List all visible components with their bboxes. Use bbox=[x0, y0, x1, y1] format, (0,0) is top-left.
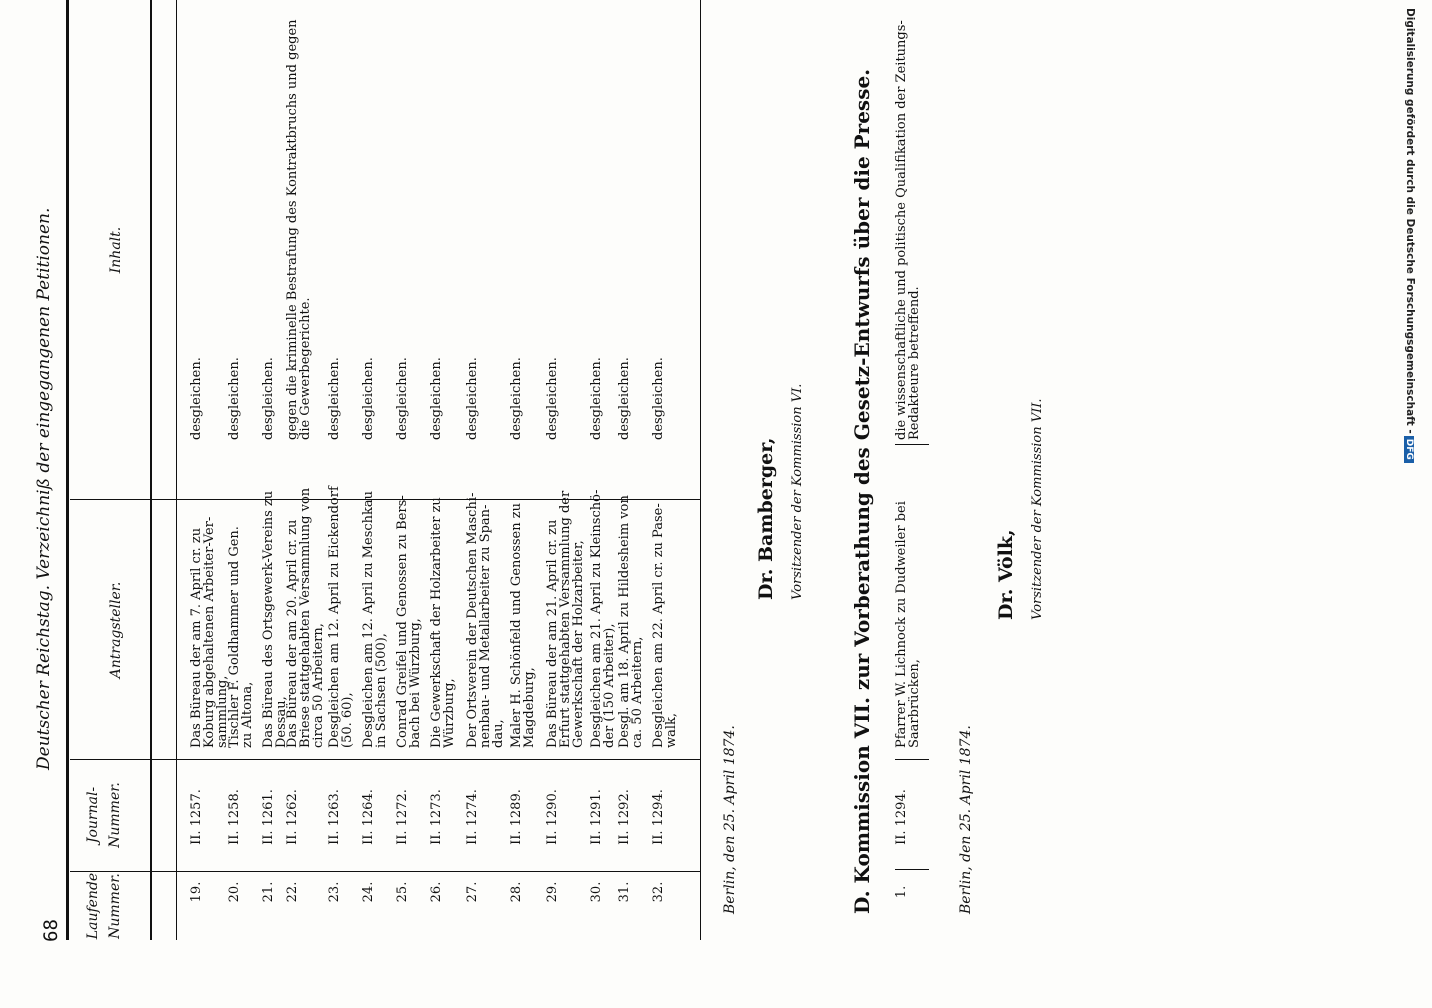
section-d-row-antragsteller: Pfarrer W. Lichnock zu Dudweiler bei Saarbrücken, bbox=[894, 501, 922, 748]
table-row bbox=[286, 0, 328, 1000]
table-top-rule bbox=[176, 0, 177, 940]
row-inhalt: desgleichen. bbox=[509, 357, 524, 440]
row-number: 22. bbox=[285, 881, 300, 903]
row-antragsteller: Das Büreau der am 7. April cr. zu Koburg abgehaltenen Arbeiter-Ver- sammlung, bbox=[189, 516, 230, 748]
row-journal-number: II. 1274. bbox=[465, 789, 480, 845]
row-inhalt: desgleichen. bbox=[617, 357, 632, 440]
row-number: 31. bbox=[617, 881, 632, 903]
row-inhalt: desgleichen. bbox=[545, 357, 560, 440]
table-row bbox=[618, 0, 652, 1000]
table-bottom-rule bbox=[700, 0, 701, 940]
row-antragsteller: Das Büreau der am 21. April cr. zu Erfurt stattgehabten Versammlung der Gewerkschaft der Holzarbeiter, bbox=[545, 490, 586, 748]
date-line-1: Berlin, den 25. April 1874. bbox=[722, 725, 738, 914]
row-journal-number: II. 1257. bbox=[189, 789, 204, 845]
signature-1-name: Dr. Bamberger, bbox=[755, 437, 777, 600]
running-head: Deutscher Reichstag. Verzeichniß der eingegangenen Petitionen. bbox=[34, 207, 54, 770]
row-journal-number: II. 1291. bbox=[589, 789, 604, 845]
row-number: 20. bbox=[227, 881, 242, 903]
header-inhalt: Inhalt. bbox=[108, 226, 124, 274]
section-d-row-inhalt: die wissenschaftliche und politische Qualifikation der Zeitungs- Redakteure betreffend. bbox=[894, 20, 922, 440]
signature-2-role: Vorsitzender der Kommission VII. bbox=[1030, 398, 1045, 620]
section-d-row-nr: 1. bbox=[894, 885, 909, 899]
table-row bbox=[396, 0, 430, 1000]
row-antragsteller: Desgleichen am 22. April cr. zu Pase- walk, bbox=[651, 503, 679, 748]
row-antragsteller: Das Büreau des Ortsgewerk-Vereins zu Dessau, bbox=[261, 490, 289, 748]
row-inhalt: desgleichen. bbox=[361, 357, 376, 440]
row-number: 25. bbox=[395, 881, 410, 903]
row-antragsteller: Desgl. am 18. April zu Hildesheim von ca. 50 Arbeitern, bbox=[617, 495, 645, 748]
header-antragsteller: Antragsteller. bbox=[108, 581, 124, 679]
row-antragsteller: Die Gewerkschaft der Holzarbeiter zu Würzburg, bbox=[429, 497, 457, 748]
row-number: 24. bbox=[361, 881, 376, 903]
row-journal-number: II. 1263. bbox=[327, 789, 342, 845]
table-row bbox=[652, 0, 692, 1000]
row-inhalt: desgleichen. bbox=[465, 357, 480, 440]
row-inhalt: gegen die kriminelle Bestrafung des Kontraktbruchs und gegen die Gewerbegerichte. bbox=[285, 19, 313, 440]
row-journal-number: II. 1258. bbox=[227, 789, 242, 845]
header-journal-nummer: Journal-Nummer. bbox=[85, 782, 123, 848]
row-journal-number: II. 1262. bbox=[285, 789, 300, 845]
dfg-funding-text: Digitalisierung gefördert durch die Deutsche Forschungsgemeinschaft - bbox=[1404, 8, 1416, 434]
row-number: 32. bbox=[651, 881, 666, 903]
table-row bbox=[261, 0, 289, 1000]
row-antragsteller: Tischler F. Goldhammer und Gen. zu Altona, bbox=[227, 526, 255, 748]
header-rule-bottom bbox=[150, 0, 152, 940]
row-number: 21. bbox=[261, 881, 276, 903]
row-number: 29. bbox=[545, 881, 560, 903]
row-journal-number: II. 1273. bbox=[429, 789, 444, 845]
table-row bbox=[328, 0, 362, 1000]
section-d-title: D. Kommission VII. zur Vorberathung des Gesetz-Entwurfs über die Presse. bbox=[850, 68, 874, 914]
table-row bbox=[362, 0, 396, 1000]
row-inhalt: desgleichen. bbox=[327, 357, 342, 440]
row-number: 27. bbox=[465, 881, 480, 903]
row-number: 23. bbox=[327, 881, 342, 903]
row-number: 19. bbox=[189, 881, 204, 903]
dfg-logo: DFG bbox=[1404, 436, 1414, 463]
row-journal-number: II. 1272. bbox=[395, 789, 410, 845]
row-antragsteller: Desgleichen am 12. April zu Meschkau in Sachsen (500), bbox=[361, 490, 389, 748]
row-journal-number: II. 1290. bbox=[545, 789, 560, 845]
table-row bbox=[430, 0, 466, 1000]
row-inhalt: desgleichen. bbox=[189, 357, 204, 440]
table-row bbox=[466, 0, 510, 1000]
section-d-sep-3 bbox=[895, 444, 929, 445]
row-antragsteller: Maler H. Schönfeld und Genossen zu Magdeburg, bbox=[509, 503, 537, 748]
row-journal-number: II. 1294. bbox=[651, 789, 666, 845]
header-rule-top bbox=[66, 0, 69, 940]
row-inhalt: desgleichen. bbox=[429, 357, 444, 440]
row-inhalt: desgleichen. bbox=[261, 357, 276, 440]
table-row bbox=[228, 0, 262, 1000]
row-inhalt: desgleichen. bbox=[589, 357, 604, 440]
row-antragsteller: Der Ortsverein der Deutschen Maschi- nenbau- und Metallarbeiter zu Span- dau, bbox=[465, 492, 506, 748]
row-inhalt: desgleichen. bbox=[227, 357, 242, 440]
signature-1-role: Vorsitzender der Kommission VI. bbox=[790, 383, 805, 600]
section-d-row-journal: II. 1294. bbox=[894, 789, 909, 845]
table-row bbox=[546, 0, 590, 1000]
date-line-2: Berlin, den 25. April 1874. bbox=[958, 725, 974, 914]
row-antragsteller: Desgleichen am 12. April zu Eickendorf (50. 60), bbox=[327, 486, 355, 748]
header-laufende-nummer: Laufende Nummer. bbox=[85, 872, 123, 940]
table-row bbox=[590, 0, 618, 1000]
section-d-sep-1 bbox=[895, 869, 929, 870]
row-journal-number: II. 1289. bbox=[509, 789, 524, 845]
page-number: 68 bbox=[40, 919, 62, 942]
row-number: 26. bbox=[429, 881, 444, 903]
row-number: 28. bbox=[509, 881, 524, 903]
table-row bbox=[190, 0, 228, 1000]
dfg-funding-note bbox=[1400, 8, 1416, 1008]
row-number: 30. bbox=[589, 881, 604, 903]
section-d-row bbox=[895, 0, 945, 1000]
row-journal-number: II. 1264. bbox=[361, 789, 376, 845]
section-d-sep-2 bbox=[895, 759, 929, 760]
row-antragsteller: Conrad Greifel und Genossen zu Bers- bach bei Würzburg, bbox=[395, 495, 423, 748]
row-inhalt: desgleichen. bbox=[651, 357, 666, 440]
table-row bbox=[510, 0, 546, 1000]
row-journal-number: II. 1261. bbox=[261, 789, 276, 845]
signature-2-name: Dr. Völk, bbox=[995, 529, 1017, 620]
row-journal-number: II. 1292. bbox=[617, 789, 632, 845]
row-inhalt: desgleichen. bbox=[395, 357, 410, 440]
row-antragsteller: Desgleichen am 21. April zu Kleinschö- der (150 Arbeiter), bbox=[589, 489, 617, 748]
row-antragsteller: Das Büreau der am 20. April cr. zu Briese stattgehabten Versammlung von circa 50 Arbeitern, bbox=[285, 487, 326, 748]
